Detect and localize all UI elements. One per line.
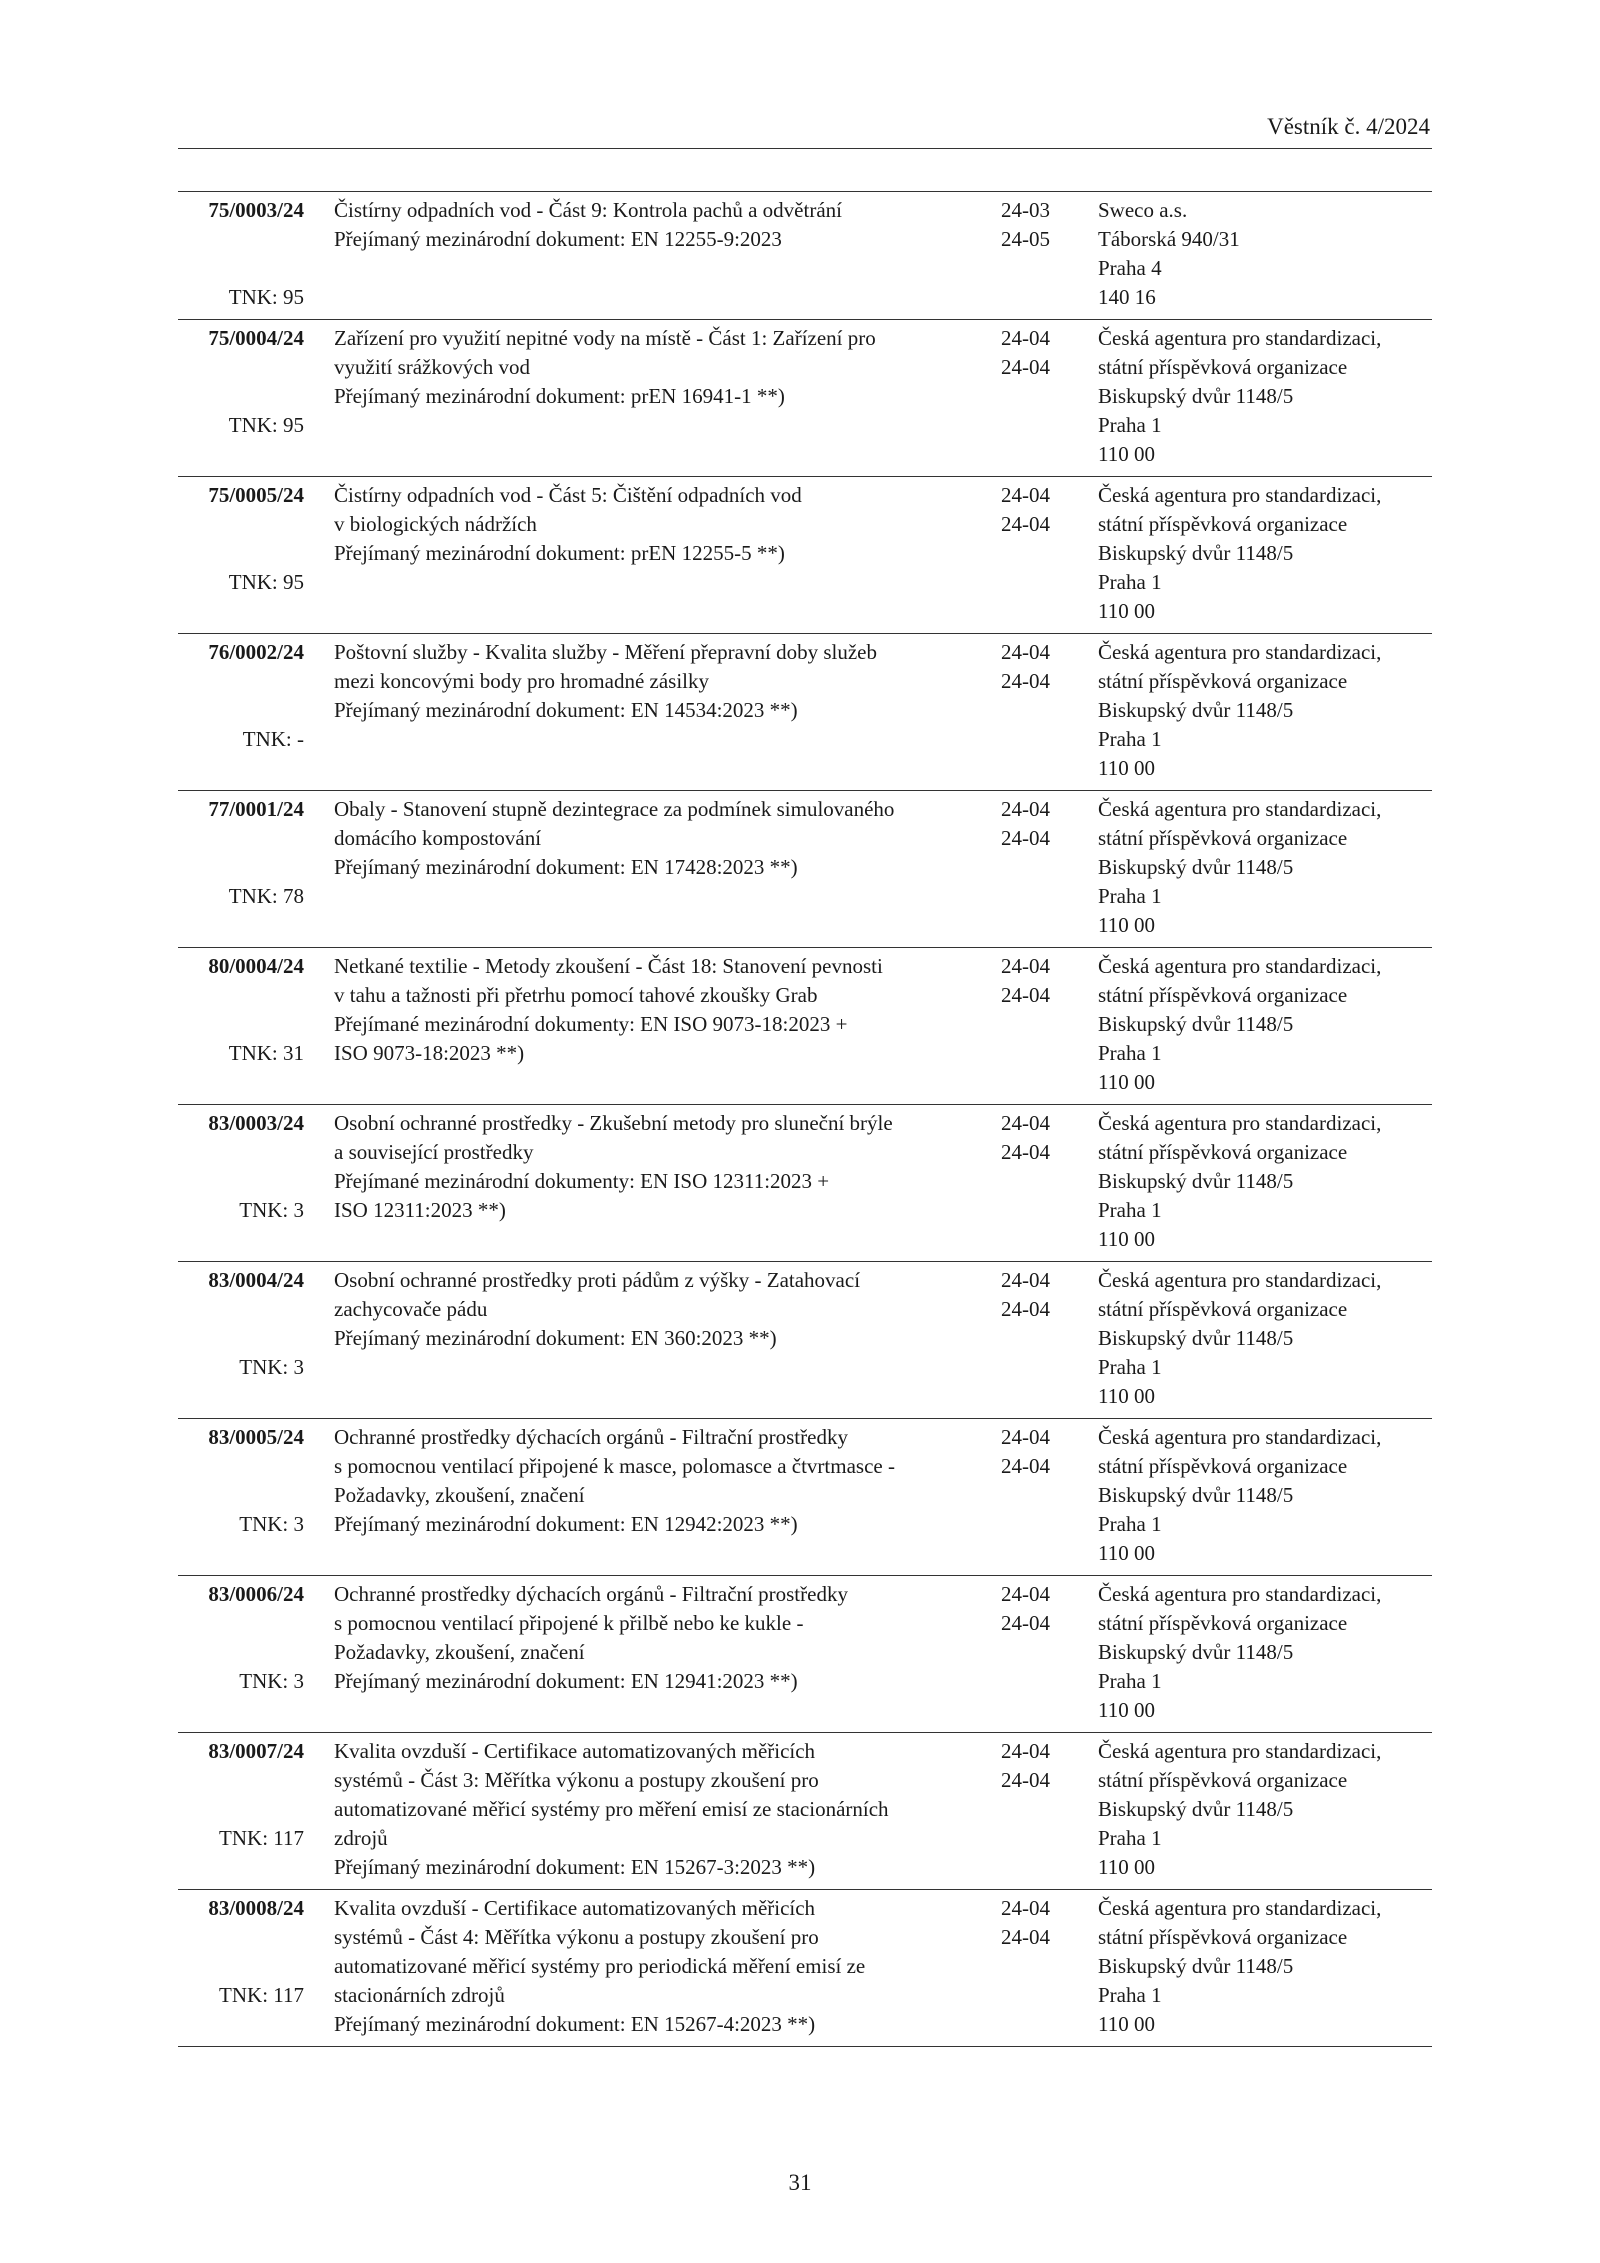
description-line: s pomocnou ventilací připojené k přilbě nebo ke kukle - bbox=[334, 1611, 804, 1635]
organization-line: Biskupský dvůr 1148/5 bbox=[1098, 1640, 1294, 1664]
tnk-label: TNK: 3 bbox=[239, 1355, 304, 1379]
organization-line: 110 00 bbox=[1098, 1541, 1155, 1565]
organization-line: státní příspěvková organizace bbox=[1098, 355, 1348, 379]
entry-organization bbox=[1098, 1894, 1432, 2039]
description-line: Přejímaný mezinárodní dokument: EN 12941:2023 **) bbox=[334, 1669, 798, 1693]
entry-dates bbox=[1001, 952, 1071, 1010]
tnk-label: TNK: 95 bbox=[228, 570, 304, 594]
date-code: 24-04 bbox=[1001, 1140, 1050, 1164]
date-code: 24-04 bbox=[1001, 512, 1050, 536]
entry-number-cell bbox=[178, 324, 304, 353]
date-code: 24-04 bbox=[1001, 1925, 1050, 1949]
entry-number-cell bbox=[178, 1580, 304, 1609]
organization-line: Biskupský dvůr 1148/5 bbox=[1098, 1483, 1294, 1507]
entry-number: 80/0004/24 bbox=[208, 954, 304, 978]
entry-number: 76/0002/24 bbox=[208, 640, 304, 664]
description-line: Ochranné prostředky dýchacích orgánů - Filtrační prostředky bbox=[334, 1582, 848, 1606]
tnk-label: TNK: 31 bbox=[228, 1041, 304, 1065]
entry-description bbox=[334, 481, 994, 568]
organization-line: státní příspěvková organizace bbox=[1098, 512, 1348, 536]
description-line: Ochranné prostředky dýchacích orgánů - Filtrační prostředky bbox=[334, 1425, 848, 1449]
description-line: Zařízení pro využití nepitné vody na místě - Část 1: Zařízení pro bbox=[334, 326, 876, 350]
organization-line: 110 00 bbox=[1098, 756, 1155, 780]
organization-line: Praha 1 bbox=[1098, 1512, 1162, 1536]
entry-organization bbox=[1098, 1423, 1432, 1568]
organization-line: 110 00 bbox=[1098, 913, 1155, 937]
tnk-label: TNK: 3 bbox=[239, 1669, 304, 1693]
description-line: Přejímaný mezinárodní dokument: EN 15267-3:2023 **) bbox=[334, 1855, 816, 1879]
description-line: systémů - Část 4: Měřítka výkonu a postupy zkoušení pro bbox=[334, 1925, 819, 1949]
page-number: 31 bbox=[788, 2170, 812, 2195]
entry-organization bbox=[1098, 952, 1432, 1097]
organization-line: státní příspěvková organizace bbox=[1098, 1768, 1348, 1792]
entry-dates bbox=[1001, 638, 1071, 696]
entry-number-cell bbox=[178, 1737, 304, 1766]
date-code: 24-04 bbox=[1001, 983, 1050, 1007]
tnk-label: TNK: 95 bbox=[228, 285, 304, 309]
description-line: s pomocnou ventilací připojené k masce, polomasce a čtvrtmasce - bbox=[334, 1454, 895, 1478]
description-line: automatizované měřicí systémy pro měření emisí ze stacionárních bbox=[334, 1797, 889, 1821]
description-line: Přejímaný mezinárodní dokument: prEN 12255-5 **) bbox=[334, 541, 785, 565]
date-code: 24-04 bbox=[1001, 1425, 1050, 1449]
description-line: stacionárních zdrojů bbox=[334, 1983, 505, 2007]
entry-organization bbox=[1098, 1737, 1432, 1882]
entry-number: 75/0005/24 bbox=[208, 483, 304, 507]
bulletin-title: Věstník č. 4/2024 bbox=[1267, 114, 1430, 139]
organization-line: Praha 4 bbox=[1098, 256, 1162, 280]
entry-dates bbox=[1001, 1423, 1071, 1481]
organization-line: Biskupský dvůr 1148/5 bbox=[1098, 1012, 1294, 1036]
organization-line: Praha 1 bbox=[1098, 1041, 1162, 1065]
organization-line: státní příspěvková organizace bbox=[1098, 1140, 1348, 1164]
organization-line: 110 00 bbox=[1098, 1698, 1155, 1722]
entry-number: 83/0003/24 bbox=[208, 1111, 304, 1135]
description-line: Čistírny odpadních vod - Část 5: Čištění odpadních vod bbox=[334, 483, 802, 507]
description-line: Přejímaný mezinárodní dokument: EN 14534:2023 **) bbox=[334, 698, 798, 722]
description-line: Přejímaný mezinárodní dokument: EN 360:2023 **) bbox=[334, 1326, 777, 1350]
entry-description bbox=[334, 324, 994, 411]
organization-line: 140 16 bbox=[1098, 285, 1156, 309]
entry-number-cell bbox=[178, 1423, 304, 1452]
date-code: 24-04 bbox=[1001, 826, 1050, 850]
entry-description bbox=[334, 196, 994, 254]
description-line: v tahu a tažnosti při přetrhu pomocí tahové zkoušky Grab bbox=[334, 983, 818, 1007]
description-line: v biologických nádržích bbox=[334, 512, 537, 536]
description-line: Poštovní služby - Kvalita služby - Měření přepravní doby služeb bbox=[334, 640, 877, 664]
entry-number-cell bbox=[178, 1894, 304, 1923]
date-code: 24-04 bbox=[1001, 1739, 1050, 1763]
organization-line: Biskupský dvůr 1148/5 bbox=[1098, 1169, 1294, 1193]
description-line: Osobní ochranné prostředky proti pádům z výšky - Zatahovací bbox=[334, 1268, 861, 1292]
organization-line: Česká agentura pro standardizaci, bbox=[1098, 1425, 1382, 1449]
description-line: mezi koncovými body pro hromadné zásilky bbox=[334, 669, 709, 693]
description-line: Přejímaný mezinárodní dokument: EN 15267-4:2023 **) bbox=[334, 2012, 816, 2036]
description-line: zdrojů bbox=[334, 1826, 388, 1850]
organization-line: Česká agentura pro standardizaci, bbox=[1098, 1268, 1382, 1292]
date-code: 24-04 bbox=[1001, 640, 1050, 664]
organization-line: státní příspěvková organizace bbox=[1098, 1925, 1348, 1949]
description-line: ISO 12311:2023 **) bbox=[334, 1198, 506, 1222]
table-row bbox=[178, 1733, 1432, 1890]
organization-line: Praha 1 bbox=[1098, 1826, 1162, 1850]
organization-line: Táborská 940/31 bbox=[1098, 227, 1240, 251]
entry-organization bbox=[1098, 481, 1432, 626]
entry-organization bbox=[1098, 196, 1432, 312]
entry-number-cell bbox=[178, 481, 304, 510]
date-code: 24-04 bbox=[1001, 483, 1050, 507]
organization-line: Biskupský dvůr 1148/5 bbox=[1098, 541, 1294, 565]
organization-line: státní příspěvková organizace bbox=[1098, 1454, 1348, 1478]
organization-line: státní příspěvková organizace bbox=[1098, 1297, 1348, 1321]
description-line: domácího kompostování bbox=[334, 826, 542, 850]
organization-line: Česká agentura pro standardizaci, bbox=[1098, 640, 1382, 664]
entry-number-cell bbox=[178, 638, 304, 667]
entry-description bbox=[334, 1266, 994, 1353]
organization-line: 110 00 bbox=[1098, 442, 1155, 466]
entry-organization bbox=[1098, 324, 1432, 469]
organization-line: Praha 1 bbox=[1098, 1355, 1162, 1379]
table-row bbox=[178, 1419, 1432, 1576]
entry-organization bbox=[1098, 638, 1432, 783]
description-line: Kvalita ovzduší - Certifikace automatizovaných měřicích bbox=[334, 1896, 816, 1920]
description-line: využití srážkových vod bbox=[334, 355, 530, 379]
table-row bbox=[178, 948, 1432, 1105]
entry-number-cell bbox=[178, 952, 304, 981]
table-row bbox=[178, 477, 1432, 634]
date-code: 24-04 bbox=[1001, 797, 1050, 821]
organization-line: Praha 1 bbox=[1098, 1198, 1162, 1222]
description-line: Přejímaný mezinárodní dokument: prEN 16941-1 **) bbox=[334, 384, 785, 408]
description-line: automatizované měřicí systémy pro periodická měření emisí ze bbox=[334, 1954, 866, 1978]
entry-description bbox=[334, 1737, 994, 1882]
tnk-label: TNK: 117 bbox=[219, 1983, 304, 2007]
tnk-label: TNK: 3 bbox=[239, 1198, 304, 1222]
organization-line: Biskupský dvůr 1148/5 bbox=[1098, 855, 1294, 879]
entry-organization bbox=[1098, 1109, 1432, 1254]
date-code: 24-04 bbox=[1001, 355, 1050, 379]
organization-line: Česká agentura pro standardizaci, bbox=[1098, 326, 1382, 350]
date-code: 24-04 bbox=[1001, 1896, 1050, 1920]
entry-description bbox=[334, 1423, 994, 1539]
table-row bbox=[178, 1890, 1432, 2047]
organization-line: Česká agentura pro standardizaci, bbox=[1098, 1111, 1382, 1135]
organization-line: Biskupský dvůr 1148/5 bbox=[1098, 1326, 1294, 1350]
entry-number: 83/0008/24 bbox=[208, 1896, 304, 1920]
tnk-label: TNK: - bbox=[242, 727, 304, 751]
organization-line: 110 00 bbox=[1098, 1384, 1155, 1408]
organization-line: Česká agentura pro standardizaci, bbox=[1098, 483, 1382, 507]
entry-number: 83/0004/24 bbox=[208, 1268, 304, 1292]
description-line: Přejímaný mezinárodní dokument: EN 12255-9:2023 bbox=[334, 227, 782, 251]
entry-number-cell bbox=[178, 1266, 304, 1295]
entry-dates bbox=[1001, 196, 1071, 254]
date-code: 24-05 bbox=[1001, 227, 1050, 251]
date-code: 24-04 bbox=[1001, 326, 1050, 350]
date-code: 24-04 bbox=[1001, 1268, 1050, 1292]
entry-number-cell bbox=[178, 1109, 304, 1138]
organization-line: Sweco a.s. bbox=[1098, 198, 1188, 222]
date-code: 24-04 bbox=[1001, 954, 1050, 978]
date-code: 24-04 bbox=[1001, 1297, 1050, 1321]
entry-dates bbox=[1001, 1266, 1071, 1324]
description-line: systémů - Část 3: Měřítka výkonu a postupy zkoušení pro bbox=[334, 1768, 819, 1792]
date-code: 24-03 bbox=[1001, 198, 1050, 222]
description-line: Přejímané mezinárodní dokumenty: EN ISO 12311:2023 + bbox=[334, 1169, 830, 1193]
entry-description bbox=[334, 1109, 994, 1225]
organization-line: 110 00 bbox=[1098, 1227, 1155, 1251]
entry-dates bbox=[1001, 481, 1071, 539]
tnk-label: TNK: 117 bbox=[219, 1826, 304, 1850]
organization-line: 110 00 bbox=[1098, 1070, 1155, 1094]
entry-dates bbox=[1001, 1894, 1071, 1952]
tnk-label: TNK: 95 bbox=[228, 413, 304, 437]
organization-line: Biskupský dvůr 1148/5 bbox=[1098, 1954, 1294, 1978]
entry-description bbox=[334, 638, 994, 725]
organization-line: Biskupský dvůr 1148/5 bbox=[1098, 384, 1294, 408]
entry-description bbox=[334, 1894, 994, 2039]
entry-description bbox=[334, 952, 994, 1068]
description-line: Čistírny odpadních vod - Část 9: Kontrola pachů a odvětrání bbox=[334, 198, 842, 222]
organization-line: Praha 1 bbox=[1098, 570, 1162, 594]
description-line: Kvalita ovzduší - Certifikace automatizovaných měřicích bbox=[334, 1739, 816, 1763]
organization-line: státní příspěvková organizace bbox=[1098, 826, 1348, 850]
entry-dates bbox=[1001, 795, 1071, 853]
organization-line: Biskupský dvůr 1148/5 bbox=[1098, 1797, 1294, 1821]
entry-organization bbox=[1098, 1266, 1432, 1411]
page-header bbox=[178, 112, 1432, 149]
entry-number: 83/0005/24 bbox=[208, 1425, 304, 1449]
organization-line: 110 00 bbox=[1098, 599, 1155, 623]
description-line: Obaly - Stanovení stupně dezintegrace za podmínek simulovaného bbox=[334, 797, 895, 821]
organization-line: Biskupský dvůr 1148/5 bbox=[1098, 698, 1294, 722]
description-line: zachycovače pádu bbox=[334, 1297, 488, 1321]
organization-line: Praha 1 bbox=[1098, 884, 1162, 908]
description-line: ISO 9073-18:2023 **) bbox=[334, 1041, 525, 1065]
entry-number: 83/0006/24 bbox=[208, 1582, 304, 1606]
description-line: Požadavky, zkoušení, značení bbox=[334, 1483, 585, 1507]
entry-number: 83/0007/24 bbox=[208, 1739, 304, 1763]
date-code: 24-04 bbox=[1001, 669, 1050, 693]
organization-line: Praha 1 bbox=[1098, 1983, 1162, 2007]
entry-dates bbox=[1001, 1737, 1071, 1795]
organization-line: státní příspěvková organizace bbox=[1098, 669, 1348, 693]
table-row bbox=[178, 192, 1432, 320]
date-code: 24-04 bbox=[1001, 1454, 1050, 1478]
organization-line: Česká agentura pro standardizaci, bbox=[1098, 797, 1382, 821]
description-line: a související prostředky bbox=[334, 1140, 534, 1164]
date-code: 24-04 bbox=[1001, 1582, 1050, 1606]
organization-line: Česká agentura pro standardizaci, bbox=[1098, 1896, 1382, 1920]
organization-line: Praha 1 bbox=[1098, 413, 1162, 437]
organization-line: státní příspěvková organizace bbox=[1098, 983, 1348, 1007]
table-row bbox=[178, 1262, 1432, 1419]
organization-line: Praha 1 bbox=[1098, 1669, 1162, 1693]
description-line: Požadavky, zkoušení, značení bbox=[334, 1640, 585, 1664]
organization-line: Česká agentura pro standardizaci, bbox=[1098, 954, 1382, 978]
entry-number: 77/0001/24 bbox=[208, 797, 304, 821]
description-line: Přejímaný mezinárodní dokument: EN 12942:2023 **) bbox=[334, 1512, 798, 1536]
date-code: 24-04 bbox=[1001, 1111, 1050, 1135]
entry-number: 75/0003/24 bbox=[208, 198, 304, 222]
entry-dates bbox=[1001, 324, 1071, 382]
description-line: Přejímané mezinárodní dokumenty: EN ISO 9073-18:2023 + bbox=[334, 1012, 848, 1036]
date-code: 24-04 bbox=[1001, 1611, 1050, 1635]
standards-table bbox=[178, 191, 1432, 2047]
entry-organization bbox=[1098, 795, 1432, 940]
entry-organization bbox=[1098, 1580, 1432, 1725]
table-row bbox=[178, 791, 1432, 948]
table-row bbox=[178, 634, 1432, 791]
entry-dates bbox=[1001, 1109, 1071, 1167]
entry-number-cell bbox=[178, 196, 304, 225]
entry-description bbox=[334, 1580, 994, 1696]
organization-line: státní příspěvková organizace bbox=[1098, 1611, 1348, 1635]
date-code: 24-04 bbox=[1001, 1768, 1050, 1792]
description-line: Netkané textilie - Metody zkoušení - Část 18: Stanovení pevnosti bbox=[334, 954, 883, 978]
entry-number: 75/0004/24 bbox=[208, 326, 304, 350]
table-row bbox=[178, 320, 1432, 477]
description-line: Osobní ochranné prostředky - Zkušební metody pro sluneční brýle bbox=[334, 1111, 893, 1135]
table-row bbox=[178, 1576, 1432, 1733]
table-row bbox=[178, 1105, 1432, 1262]
tnk-label: TNK: 78 bbox=[228, 884, 304, 908]
entry-dates bbox=[1001, 1580, 1071, 1638]
organization-line: 110 00 bbox=[1098, 2012, 1155, 2036]
organization-line: 110 00 bbox=[1098, 1855, 1155, 1879]
entry-number-cell bbox=[178, 795, 304, 824]
description-line: Přejímaný mezinárodní dokument: EN 17428:2023 **) bbox=[334, 855, 798, 879]
organization-line: Česká agentura pro standardizaci, bbox=[1098, 1582, 1382, 1606]
tnk-label: TNK: 3 bbox=[239, 1512, 304, 1536]
organization-line: Česká agentura pro standardizaci, bbox=[1098, 1739, 1382, 1763]
organization-line: Praha 1 bbox=[1098, 727, 1162, 751]
entry-description bbox=[334, 795, 994, 882]
